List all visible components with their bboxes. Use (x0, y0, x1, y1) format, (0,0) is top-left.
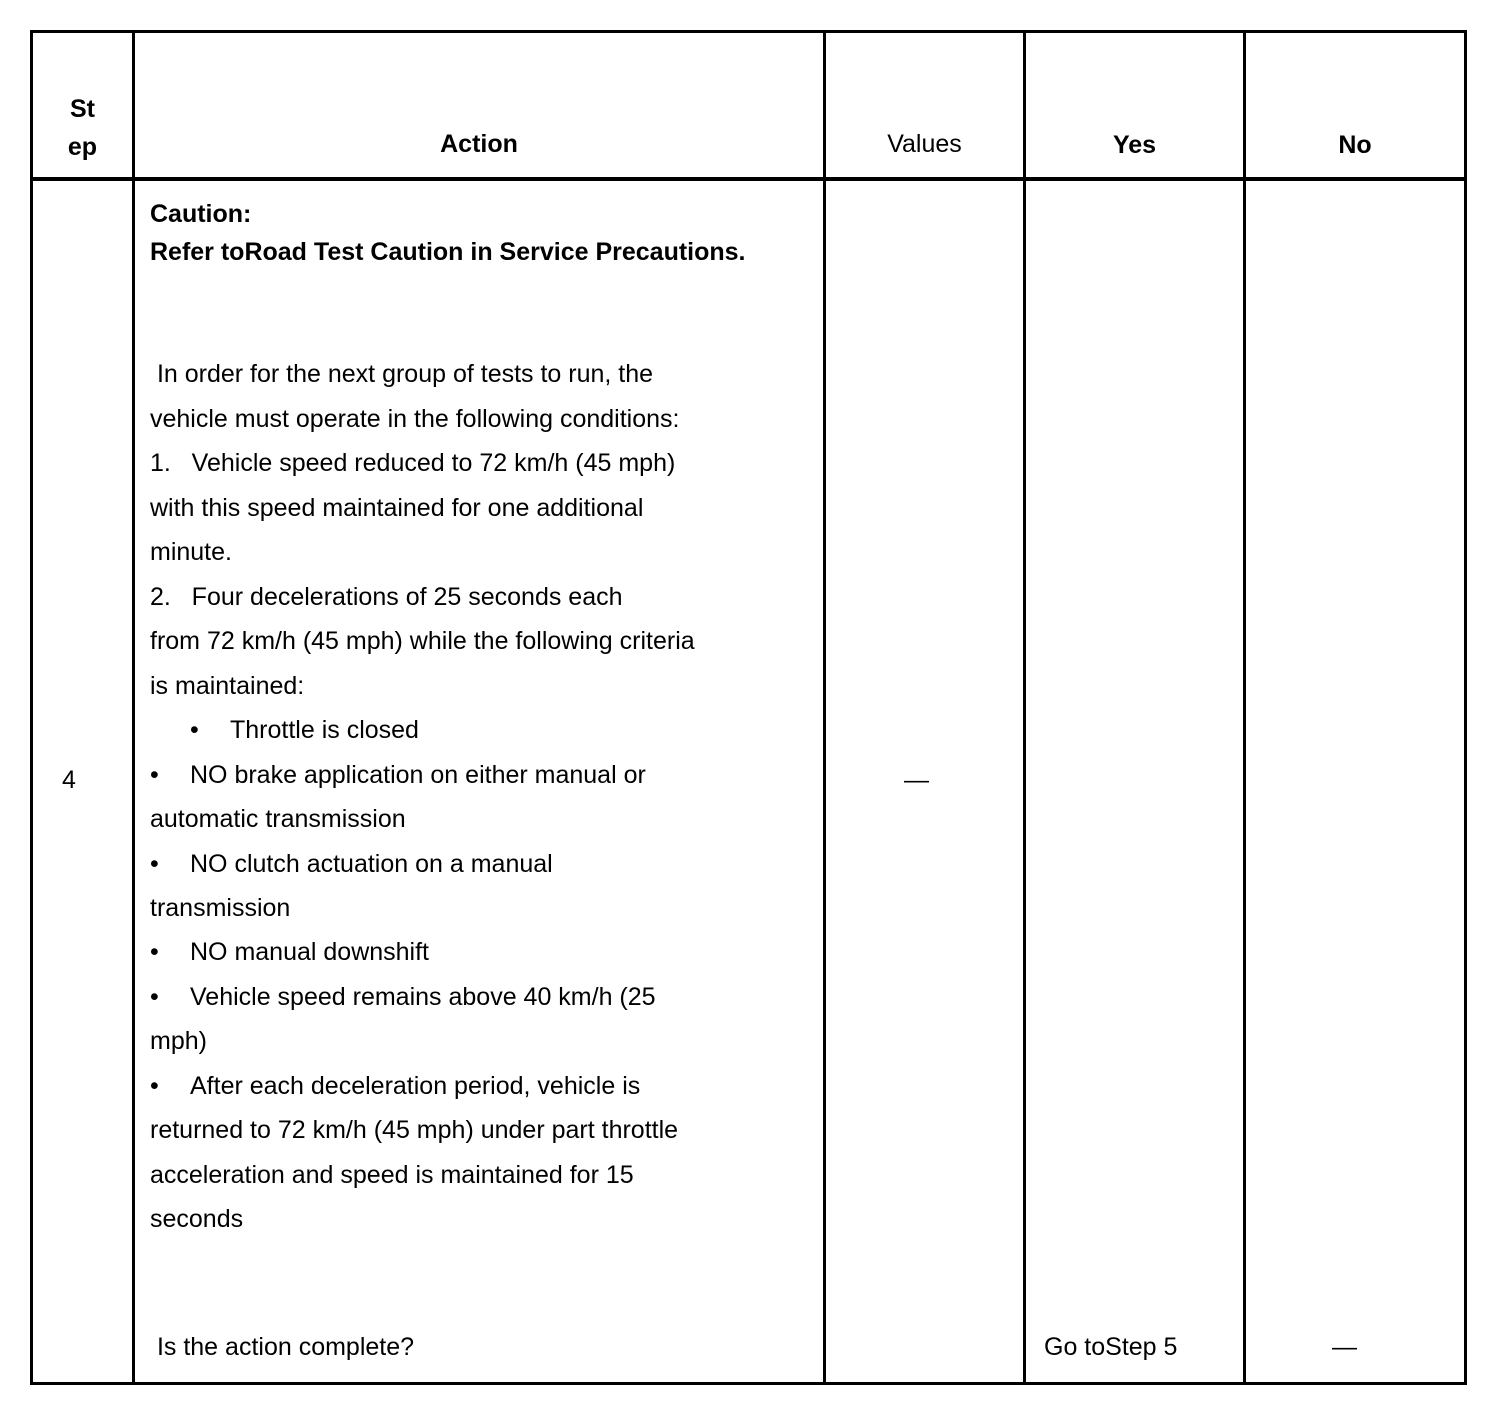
table-border-top (30, 30, 1467, 33)
bullet-deceleration-line-4: seconds (150, 1205, 244, 1233)
item2-line-2: from 72 km/h (45 mph) while the following criteria (150, 627, 695, 655)
header-values: Values (887, 130, 962, 158)
column-divider-values (1023, 30, 1026, 1385)
bullet-clutch-line-2: transmission (150, 894, 291, 922)
header-divider (30, 177, 1467, 181)
bullet-text: Throttle is closed (230, 716, 419, 744)
bullet-icon: • (190, 716, 199, 744)
header-step (33, 90, 132, 166)
bullet-brake-line-2: automatic transmission (150, 805, 406, 833)
bullet-text: Vehicle speed remains above 40 km/h (25 (190, 983, 656, 1011)
bullet-icon: • (150, 850, 159, 878)
header-yes: Yes (1112, 131, 1157, 159)
bullet-icon: • (150, 761, 159, 789)
bullet-item-clutch (150, 842, 553, 887)
values-cell: — (904, 766, 929, 794)
bullet-item-downshift (150, 930, 429, 975)
header-step-line1: St (70, 95, 95, 123)
bullet-text: NO clutch actuation on a manual (190, 850, 553, 878)
intro-line-1: In order for the next group of tests to run, the (150, 360, 654, 388)
yes-cell: Go toStep 5 (1044, 1333, 1178, 1361)
bullet-icon: • (150, 1072, 159, 1100)
bullet-icon: • (150, 938, 159, 966)
caution-text: Refer toRoad Test Caution in Service Precautions. (150, 238, 746, 266)
column-divider-step (132, 30, 135, 1385)
bullet-item-brake (150, 753, 646, 798)
action-question: Is the action complete? (150, 1333, 415, 1361)
table-border-right (1464, 30, 1467, 1385)
bullet-icon: • (150, 983, 159, 1011)
bullet-speed-line-2: mph) (150, 1027, 207, 1055)
step-number: 4 (62, 766, 76, 794)
bullet-item-speed (150, 975, 656, 1020)
intro-line-2: vehicle must operate in the following conditions: (150, 405, 680, 433)
item2-line-3: is maintained: (150, 672, 305, 700)
column-divider-action (823, 30, 826, 1385)
column-divider-yes (1243, 30, 1246, 1385)
bullet-item-deceleration (150, 1064, 640, 1109)
table-border-left (30, 30, 33, 1385)
header-no: No (1338, 131, 1372, 159)
caution-title: Caution: (150, 200, 252, 228)
bullet-text: NO manual downshift (190, 938, 430, 966)
header-step-line2: ep (67, 133, 98, 161)
bullet-deceleration-line-3: acceleration and speed is maintained for 15 (150, 1161, 634, 1189)
header-action: Action (440, 130, 518, 158)
bullet-text: After each deceleration period, vehicle is (190, 1072, 641, 1100)
table-border-bottom (30, 1382, 1467, 1385)
item2-line-1: 2. Four decelerations of 25 seconds each (150, 583, 623, 611)
no-cell: — (1332, 1333, 1357, 1361)
bullet-text: NO brake application on either manual or (190, 761, 646, 789)
bullet-item-throttle (190, 708, 419, 753)
item1-line-2: with this speed maintained for one additional (150, 494, 644, 522)
item1-line-3: minute. (150, 538, 232, 566)
item1-line-1: 1. Vehicle speed reduced to 72 km/h (45 mph) (150, 449, 676, 477)
bullet-deceleration-line-2: returned to 72 km/h (45 mph) under part throttle (150, 1116, 679, 1144)
